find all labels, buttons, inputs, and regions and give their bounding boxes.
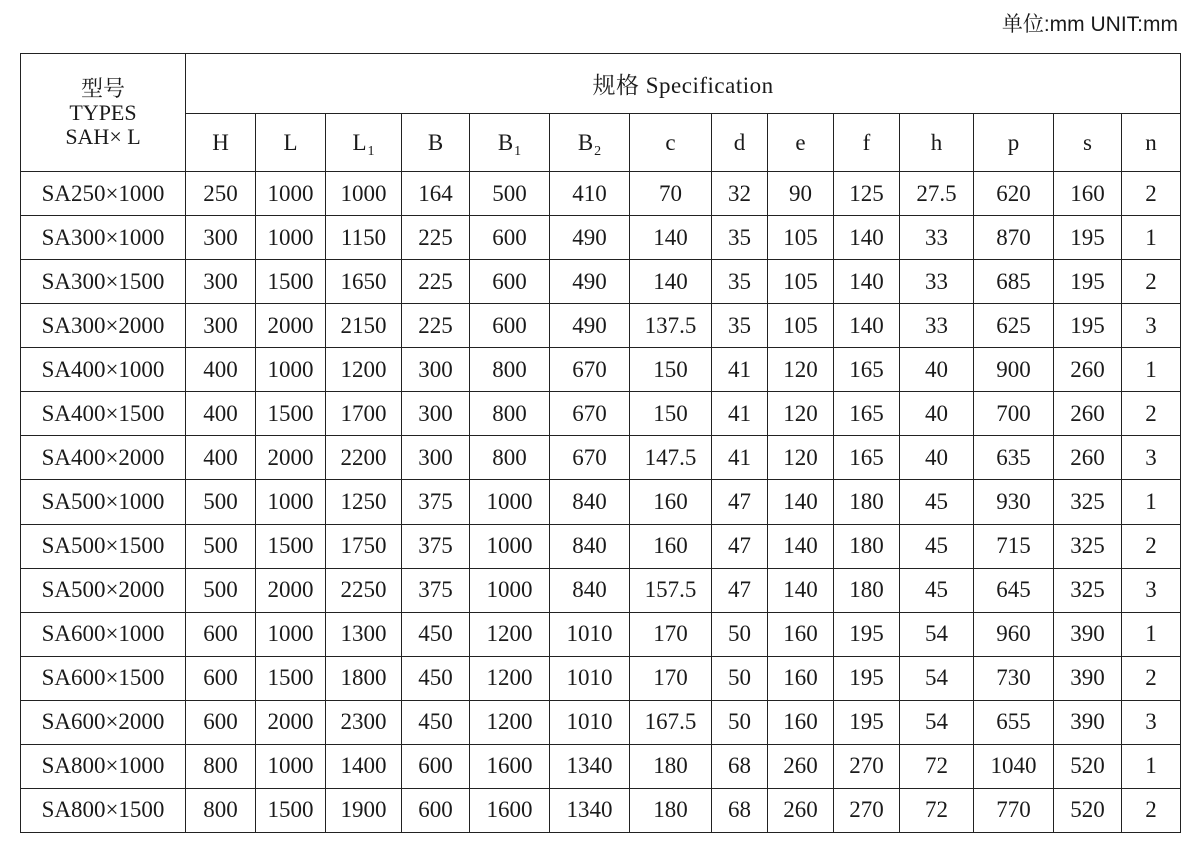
value-cell: 1000 <box>256 480 326 524</box>
type-cell: SA800×1500 <box>21 788 186 832</box>
value-cell: 140 <box>834 216 900 260</box>
column-header-label: B <box>577 129 594 155</box>
column-header <box>550 114 630 172</box>
value-cell: 120 <box>768 436 834 480</box>
unit-label: 单位:mm UNIT:mm <box>1001 13 1178 36</box>
value-cell: 600 <box>402 744 470 788</box>
value-cell: 260 <box>768 788 834 832</box>
value-cell: 1250 <box>326 480 402 524</box>
value-cell: 1500 <box>256 260 326 304</box>
value-cell: 800 <box>470 436 550 480</box>
value-cell: 325 <box>1054 480 1122 524</box>
table-row <box>21 524 1181 568</box>
value-cell: 45 <box>900 480 974 524</box>
value-cell: 140 <box>834 260 900 304</box>
value-cell: 41 <box>712 392 768 436</box>
value-cell: 2 <box>1122 260 1181 304</box>
table-row <box>21 348 1181 392</box>
value-cell: 2 <box>1122 172 1181 216</box>
value-cell: 54 <box>900 700 974 744</box>
type-cell: SA500×1000 <box>21 480 186 524</box>
table-row <box>21 436 1181 480</box>
value-cell: 2000 <box>256 568 326 612</box>
value-cell: 500 <box>186 524 256 568</box>
value-cell: 375 <box>402 568 470 612</box>
value-cell: 1300 <box>326 612 402 656</box>
value-cell: 165 <box>834 436 900 480</box>
value-cell: 700 <box>974 392 1054 436</box>
value-cell: 170 <box>630 656 712 700</box>
value-cell: 1200 <box>470 612 550 656</box>
value-cell: 72 <box>900 744 974 788</box>
column-header-label: L <box>283 129 298 155</box>
value-cell: 180 <box>630 788 712 832</box>
value-cell: 2150 <box>326 304 402 348</box>
value-cell: 54 <box>900 612 974 656</box>
column-header-label: d <box>733 129 746 155</box>
value-cell: 300 <box>402 392 470 436</box>
value-cell: 2 <box>1122 392 1181 436</box>
value-cell: 1340 <box>550 788 630 832</box>
type-cell: SA600×1500 <box>21 656 186 700</box>
value-cell: 520 <box>1054 744 1122 788</box>
value-cell: 68 <box>712 788 768 832</box>
value-cell: 50 <box>712 612 768 656</box>
value-cell: 50 <box>712 656 768 700</box>
value-cell: 1000 <box>256 172 326 216</box>
table-row <box>21 744 1181 788</box>
value-cell: 840 <box>550 480 630 524</box>
value-cell: 670 <box>550 436 630 480</box>
value-cell: 800 <box>470 392 550 436</box>
value-cell: 157.5 <box>630 568 712 612</box>
type-cell: SA300×1500 <box>21 260 186 304</box>
value-cell: 2000 <box>256 304 326 348</box>
value-cell: 225 <box>402 260 470 304</box>
value-cell: 1040 <box>974 744 1054 788</box>
table-row <box>21 788 1181 832</box>
value-cell: 54 <box>900 656 974 700</box>
value-cell: 180 <box>630 744 712 788</box>
value-cell: 400 <box>186 348 256 392</box>
value-cell: 32 <box>712 172 768 216</box>
value-cell: 120 <box>768 348 834 392</box>
column-header <box>402 114 470 172</box>
type-cell: SA600×2000 <box>21 700 186 744</box>
value-cell: 2000 <box>256 436 326 480</box>
value-cell: 150 <box>630 392 712 436</box>
types-header-en: TYPES <box>69 99 137 125</box>
type-cell: SA400×1000 <box>21 348 186 392</box>
value-cell: 800 <box>186 744 256 788</box>
value-cell: 1000 <box>470 568 550 612</box>
value-cell: 645 <box>974 568 1054 612</box>
column-header <box>768 114 834 172</box>
value-cell: 2 <box>1122 788 1181 832</box>
value-cell: 1200 <box>470 700 550 744</box>
column-header-subscript: 2 <box>594 143 602 159</box>
value-cell: 1150 <box>326 216 402 260</box>
value-cell: 140 <box>768 480 834 524</box>
value-cell: 800 <box>186 788 256 832</box>
value-cell: 870 <box>974 216 1054 260</box>
value-cell: 300 <box>186 304 256 348</box>
value-cell: 195 <box>1054 304 1122 348</box>
column-header-label: f <box>862 129 871 155</box>
value-cell: 670 <box>550 348 630 392</box>
types-header <box>21 54 186 172</box>
value-cell: 620 <box>974 172 1054 216</box>
value-cell: 140 <box>768 568 834 612</box>
column-header <box>186 114 256 172</box>
value-cell: 1400 <box>326 744 402 788</box>
value-cell: 45 <box>900 524 974 568</box>
value-cell: 1000 <box>256 744 326 788</box>
value-cell: 40 <box>900 392 974 436</box>
value-cell: 35 <box>712 260 768 304</box>
value-cell: 180 <box>834 480 900 524</box>
value-cell: 500 <box>186 568 256 612</box>
column-header-label: B <box>497 129 514 155</box>
value-cell: 270 <box>834 744 900 788</box>
value-cell: 500 <box>470 172 550 216</box>
type-cell: SA300×2000 <box>21 304 186 348</box>
value-cell: 195 <box>1054 260 1122 304</box>
column-header-label: H <box>212 129 229 155</box>
value-cell: 960 <box>974 612 1054 656</box>
value-cell: 225 <box>402 304 470 348</box>
value-cell: 72 <box>900 788 974 832</box>
value-cell: 625 <box>974 304 1054 348</box>
value-cell: 770 <box>974 788 1054 832</box>
value-cell: 120 <box>768 392 834 436</box>
value-cell: 70 <box>630 172 712 216</box>
table-row <box>21 216 1181 260</box>
value-cell: 325 <box>1054 524 1122 568</box>
type-cell: SA300×1000 <box>21 216 186 260</box>
value-cell: 3 <box>1122 568 1181 612</box>
value-cell: 260 <box>768 744 834 788</box>
value-cell: 800 <box>470 348 550 392</box>
column-header-label: c <box>665 129 676 155</box>
value-cell: 2200 <box>326 436 402 480</box>
value-cell: 47 <box>712 524 768 568</box>
value-cell: 3 <box>1122 700 1181 744</box>
value-cell: 68 <box>712 744 768 788</box>
value-cell: 150 <box>630 348 712 392</box>
value-cell: 730 <box>974 656 1054 700</box>
value-cell: 160 <box>1054 172 1122 216</box>
value-cell: 41 <box>712 348 768 392</box>
value-cell: 715 <box>974 524 1054 568</box>
column-header <box>974 114 1054 172</box>
value-cell: 164 <box>402 172 470 216</box>
value-cell: 1010 <box>550 700 630 744</box>
value-cell: 1750 <box>326 524 402 568</box>
value-cell: 35 <box>712 304 768 348</box>
value-cell: 105 <box>768 260 834 304</box>
column-header <box>326 114 402 172</box>
table-row <box>21 304 1181 348</box>
value-cell: 260 <box>1054 392 1122 436</box>
column-header <box>1054 114 1122 172</box>
value-cell: 40 <box>900 436 974 480</box>
value-cell: 1 <box>1122 612 1181 656</box>
value-cell: 195 <box>834 612 900 656</box>
value-cell: 167.5 <box>630 700 712 744</box>
specification-header: 规格 Specification <box>186 54 1181 114</box>
value-cell: 50 <box>712 700 768 744</box>
column-header <box>834 114 900 172</box>
value-cell: 1010 <box>550 656 630 700</box>
value-cell: 1 <box>1122 744 1181 788</box>
column-header-label: e <box>795 129 806 155</box>
value-cell: 1000 <box>256 612 326 656</box>
specification-table <box>20 53 1181 833</box>
value-cell: 900 <box>974 348 1054 392</box>
value-cell: 600 <box>186 700 256 744</box>
value-cell: 1200 <box>326 348 402 392</box>
value-cell: 2300 <box>326 700 402 744</box>
table-row <box>21 612 1181 656</box>
type-cell: SA500×2000 <box>21 568 186 612</box>
value-cell: 375 <box>402 480 470 524</box>
column-header-label: h <box>930 129 943 155</box>
value-cell: 930 <box>974 480 1054 524</box>
value-cell: 1000 <box>256 348 326 392</box>
value-cell: 1500 <box>256 656 326 700</box>
value-cell: 600 <box>186 656 256 700</box>
column-header-label: L <box>352 129 367 155</box>
column-header-label: s <box>1083 129 1092 155</box>
column-header-label: p <box>1007 129 1020 155</box>
value-cell: 1 <box>1122 480 1181 524</box>
value-cell: 500 <box>186 480 256 524</box>
value-cell: 140 <box>834 304 900 348</box>
value-cell: 600 <box>470 260 550 304</box>
value-cell: 1500 <box>256 788 326 832</box>
value-cell: 390 <box>1054 656 1122 700</box>
value-cell: 635 <box>974 436 1054 480</box>
value-cell: 47 <box>712 480 768 524</box>
value-cell: 160 <box>630 524 712 568</box>
value-cell: 3 <box>1122 304 1181 348</box>
value-cell: 600 <box>470 216 550 260</box>
value-cell: 300 <box>186 216 256 260</box>
value-cell: 1000 <box>256 216 326 260</box>
value-cell: 840 <box>550 568 630 612</box>
value-cell: 3 <box>1122 436 1181 480</box>
value-cell: 375 <box>402 524 470 568</box>
value-cell: 670 <box>550 392 630 436</box>
value-cell: 140 <box>630 260 712 304</box>
column-header-label: n <box>1145 129 1157 155</box>
value-cell: 195 <box>834 656 900 700</box>
value-cell: 260 <box>1054 436 1122 480</box>
value-cell: 35 <box>712 216 768 260</box>
value-cell: 1000 <box>470 524 550 568</box>
value-cell: 160 <box>768 612 834 656</box>
value-cell: 490 <box>550 260 630 304</box>
value-cell: 600 <box>186 612 256 656</box>
value-cell: 165 <box>834 392 900 436</box>
column-header <box>712 114 768 172</box>
value-cell: 140 <box>630 216 712 260</box>
value-cell: 600 <box>470 304 550 348</box>
column-header-row <box>21 114 1181 172</box>
value-cell: 1700 <box>326 392 402 436</box>
value-cell: 2 <box>1122 656 1181 700</box>
table-row <box>21 172 1181 216</box>
types-header-formula: SAH× L <box>65 123 141 149</box>
value-cell: 225 <box>402 216 470 260</box>
value-cell: 1000 <box>470 480 550 524</box>
value-cell: 195 <box>1054 216 1122 260</box>
value-cell: 40 <box>900 348 974 392</box>
column-header-label: B <box>427 129 444 155</box>
types-header-zh: 型号 <box>80 75 125 101</box>
value-cell: 490 <box>550 304 630 348</box>
value-cell: 300 <box>402 436 470 480</box>
value-cell: 410 <box>550 172 630 216</box>
value-cell: 2000 <box>256 700 326 744</box>
value-cell: 450 <box>402 612 470 656</box>
value-cell: 125 <box>834 172 900 216</box>
value-cell: 520 <box>1054 788 1122 832</box>
column-header <box>900 114 974 172</box>
table-row <box>21 568 1181 612</box>
type-cell: SA400×1500 <box>21 392 186 436</box>
value-cell: 160 <box>630 480 712 524</box>
value-cell: 33 <box>900 260 974 304</box>
value-cell: 260 <box>1054 348 1122 392</box>
value-cell: 90 <box>768 172 834 216</box>
value-cell: 1 <box>1122 348 1181 392</box>
value-cell: 1 <box>1122 216 1181 260</box>
value-cell: 600 <box>402 788 470 832</box>
value-cell: 1650 <box>326 260 402 304</box>
value-cell: 1340 <box>550 744 630 788</box>
value-cell: 1200 <box>470 656 550 700</box>
value-cell: 300 <box>402 348 470 392</box>
value-cell: 45 <box>900 568 974 612</box>
column-header-subscript: 1 <box>514 143 522 159</box>
column-header <box>630 114 712 172</box>
value-cell: 170 <box>630 612 712 656</box>
type-cell: SA600×1000 <box>21 612 186 656</box>
value-cell: 400 <box>186 436 256 480</box>
value-cell: 1900 <box>326 788 402 832</box>
value-cell: 137.5 <box>630 304 712 348</box>
table-row <box>21 480 1181 524</box>
value-cell: 105 <box>768 216 834 260</box>
table-row <box>21 656 1181 700</box>
value-cell: 450 <box>402 700 470 744</box>
value-cell: 27.5 <box>900 172 974 216</box>
value-cell: 655 <box>974 700 1054 744</box>
type-cell: SA800×1000 <box>21 744 186 788</box>
type-cell: SA500×1500 <box>21 524 186 568</box>
value-cell: 250 <box>186 172 256 216</box>
value-cell: 47 <box>712 568 768 612</box>
value-cell: 300 <box>186 260 256 304</box>
value-cell: 33 <box>900 304 974 348</box>
table-row <box>21 700 1181 744</box>
column-header <box>470 114 550 172</box>
value-cell: 165 <box>834 348 900 392</box>
value-cell: 1010 <box>550 612 630 656</box>
value-cell: 1500 <box>256 392 326 436</box>
value-cell: 195 <box>834 700 900 744</box>
column-header-subscript: 1 <box>367 143 375 159</box>
value-cell: 140 <box>768 524 834 568</box>
value-cell: 400 <box>186 392 256 436</box>
value-cell: 180 <box>834 524 900 568</box>
value-cell: 1600 <box>470 744 550 788</box>
value-cell: 840 <box>550 524 630 568</box>
value-cell: 270 <box>834 788 900 832</box>
value-cell: 1500 <box>256 524 326 568</box>
value-cell: 1600 <box>470 788 550 832</box>
value-cell: 325 <box>1054 568 1122 612</box>
value-cell: 1000 <box>326 172 402 216</box>
value-cell: 41 <box>712 436 768 480</box>
table-body <box>21 172 1181 833</box>
value-cell: 180 <box>834 568 900 612</box>
value-cell: 2250 <box>326 568 402 612</box>
column-header <box>1122 114 1181 172</box>
value-cell: 2 <box>1122 524 1181 568</box>
value-cell: 390 <box>1054 612 1122 656</box>
value-cell: 490 <box>550 216 630 260</box>
value-cell: 105 <box>768 304 834 348</box>
value-cell: 450 <box>402 656 470 700</box>
value-cell: 1800 <box>326 656 402 700</box>
type-cell: SA400×2000 <box>21 436 186 480</box>
table-row <box>21 392 1181 436</box>
column-header <box>256 114 326 172</box>
value-cell: 685 <box>974 260 1054 304</box>
value-cell: 147.5 <box>630 436 712 480</box>
type-cell: SA250×1000 <box>21 172 186 216</box>
value-cell: 160 <box>768 656 834 700</box>
value-cell: 33 <box>900 216 974 260</box>
value-cell: 160 <box>768 700 834 744</box>
table-row <box>21 260 1181 304</box>
value-cell: 390 <box>1054 700 1122 744</box>
